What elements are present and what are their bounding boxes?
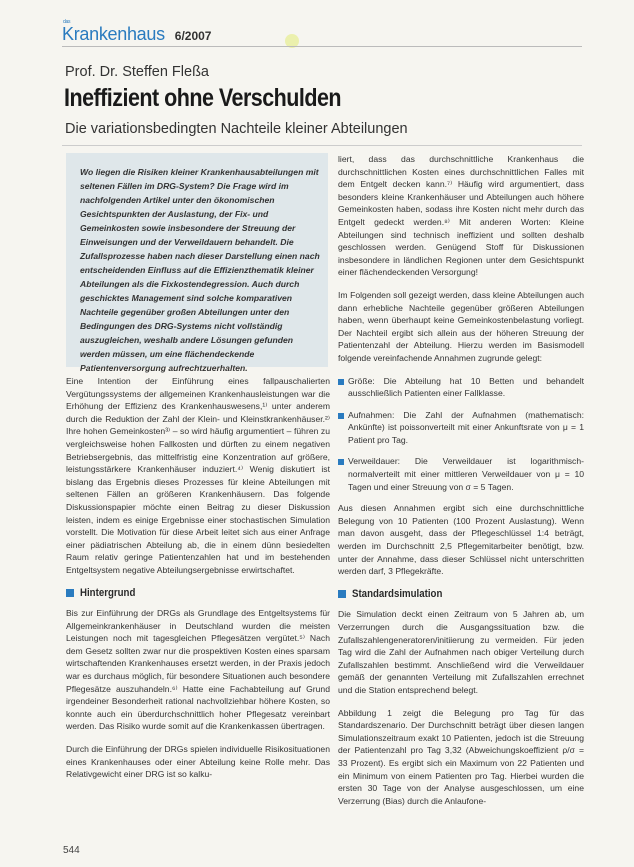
bullet-text: Aufnahmen: Die Zahl der Aufnahmen (mathematisch: Ankünfte) ist poissonverteilt mit einer Ankunftsrate von μ = 1 Patient pro Tag. — [348, 409, 584, 445]
journal-logo — [62, 19, 165, 45]
header-divider — [62, 145, 582, 146]
paragraph: Abbildung 1 zeigt die Belegung pro Tag für das Standardszenario. Der Durchschnitt beträgt über diesen langen Simulationszeitraum exakt 10 Patienten, jedoch ist die Streuung der Patientenzahl pro Tag 3,32 (Abweichungskoeffizient ρ/σ = 33 Prozent). Es ergibt sich ein Maximum von 22 Patienten und ein Minimum von einem Patienten pro Tag. Hierbei wurden die ersten 30 Tage von der Analyse ausgeschlossen, um eine Verzerrung (Bias) durch die Anlaufone- — [338, 707, 584, 806]
author: Prof. Dr. Steffen Fleßa — [65, 64, 209, 80]
paragraph: Im Folgenden soll gezeigt werden, dass kleine Abteilungen auch dann erhebliche Nachteile gegenüber größeren Abteilungen haben, wenn überhaupt keine Gemeinkostenbelastung vorliegt. Der Nachteil ergibt sich allein aus der höheren Streuung der Patientenzahl der Abteilung. Hierzu werden im Basismodell folgende vereinfachende Annahmen zugrunde gelegt: — [338, 289, 584, 363]
section-title: Hintergrund — [80, 586, 136, 599]
bullet-icon — [338, 379, 344, 385]
bullet-item — [338, 409, 584, 447]
paragraph: Eine Intention der Einführung eines fallpauschalierten Vergütungssystems der allgemeinen Krankenhausleistungen war die Erhöhung der Effizienz des Krankenhauswesens,¹⁾ unter anderem durch die Reduktion der Zahl der Klein- und Kleinstkrankenhäuser.²⁾ Ihre hohen Gemeinkosten³⁾ – so wird häufig argumentiert – führen zu vergleichsweise hohen Fallkosten und dürften zu einem negativen Betriebsergebnis, das mittelfristig eine Konzentration auf größere, leistungsstärkere Krankenhäuser induziert.⁴⁾ Wenig diskutiert ist bislang das Ergebnis dieses Prozesses für kleine Abteilungen mit seltenen Fällen an größeren Krankenhäusern. Das folgende Diskussionspapier möchte einen Beitrag zu dieser Diskussion leisten, indem es einige Ergebnisse einer stochastischen Simulation vorstellt. Die Motivation für diese Arbeit leitet sich aus einer Anfrage einer pädiatrischen Abteilung ab, die in einem dünn besiedelten Raum relativ geringe Patientenzahlen hat und im bestehenden Entgeltsystem negative Abteilungsergebnisse erwirtschaftet. — [66, 376, 330, 575]
logo-text: Krankenhaus — [62, 24, 165, 44]
paragraph: Bis zur Einführung der DRGs als Grundlage des Entgeltsystems für Allgemeinkrankenhäuser in Deutschland wurden die meisten Leistungen noch mit tagesgleichen Pflegesätzen vergütet.⁵⁾ Nach dem Gesetz sollten zwar nur die prospektiven Kosten eines sparsam wirtschaftenden Krankenhauses ersetzt werden, in der Praxis jedoch war es durchaus möglich, für besondere Situationen auch besondere Pflegesätze auszuhandeln.⁶⁾ Hatte eine Fachabteilung auf Grund irgendeiner Besonderheit rational nachvollziehbar höhere Kosten, so konnte auch ein überdurchschnittlich hoher Pflegesatz vereinbart werden. Das Risiko wurde somit auf die Krankenkassen übertragen. — [66, 608, 330, 732]
section-heading — [66, 587, 330, 600]
page-number: 544 — [63, 845, 80, 856]
abstract-box: Wo liegen die Risiken kleiner Krankenhausabteilungen mit seltenen Fällen im DRG-System? Die Frage wird im nachfolgenden Artikel unter den ökonomischen Gesichtspunkten der Auslastung, der Fix- und Gemeinkosten sowie insbesondere der Streuung der Einweisungen und der Verweildauern behandelt. Die Zufallsprozesse haben nach dieser Darstellung einen nach entscheidenden Einfluss auf die Effizienzthematik kleiner Abteilungen als die Fixkostendegression. Auch durch geschicktes Management sind solche komparativen Nachteile gegenüber großen Abteilungen unter den Bedingungen des DRG-Systems nicht vollständig auszugleichen, weshalb andere Lösungen gefunden werden müssen, um eine flächendeckende Patientenversorgung aufrechtzuerhalten. — [66, 153, 328, 367]
bullet-icon — [338, 413, 344, 419]
column-right — [338, 153, 584, 817]
bullet-icon — [338, 459, 344, 465]
section-marker-icon — [338, 590, 346, 598]
paragraph: Durch die Einführung der DRGs spielen individuelle Risikosituationen eines Krankenhauses oder einer Abteilung keine Rolle mehr. Das Relativgewicht einer DRG ist so kalku- — [66, 744, 330, 780]
paragraph: Aus diesen Annahmen ergibt sich eine durchschnittliche Belegung von 10 Patienten (100 Prozent Auslastung). Wenn man davon ausgeht, dass der Pflegeschlüssel 1:4 beträgt, werden im Durchschnitt 2,5 Pflegemitarbeiter benötigt, bzw. unter der Annahme, dass dieser Schlüssel nicht unterschritten werden darf, 3 Pflegekräfte. — [338, 503, 584, 577]
masthead-divider — [62, 46, 582, 47]
section-heading — [338, 588, 584, 601]
bullet-text: Verweildauer: Die Verweildauer ist logarithmisch-normalverteilt mit einer mittleren Verweildauer von μ = 10 Tagen und einer Streuung von σ = 5 Tagen. — [348, 456, 584, 492]
bullet-text: Größe: Die Abteilung hat 10 Betten und behandelt ausschließlich Patienten einer Fallklasse. — [348, 375, 584, 399]
issue-number: 6/2007 — [174, 29, 212, 43]
column-left — [66, 375, 330, 791]
article-subtitle: Die variationsbedingten Nachteile kleiner Abteilungen — [65, 121, 408, 137]
bullet-item — [338, 375, 584, 400]
section-title: Standardsimulation — [352, 587, 443, 600]
article-title: Ineffizient ohne Verschulden — [64, 84, 342, 112]
paragraph: liert, dass das durchschnittliche Krankenhaus die durchschnittlichen Kosten eines durchschnittlichen Falles mit dem Entgelt decken kann.⁷⁾ Häufig wird argumentiert, dass besonders kleine Krankenhäuser und Abteilungen auch höhere Gemeinkosten haben, sodass ihre Kosten nicht mehr durch das Entgelt gedeckt werden.⁸⁾ Mit anderen Worten: Kleine Abteilungen sind technisch ineffizient und sollten deshalb geschlossen werden. Genügend Stoff für Diskussionen insbesondere in ländlichen Regionen unter dem Gesichtspunkt einer flächendeckenden Versorgung! — [338, 154, 584, 278]
logo-prefix: das — [63, 19, 71, 25]
section-marker-icon — [66, 589, 74, 597]
masthead — [62, 19, 212, 45]
bullet-item — [338, 455, 584, 493]
paragraph: Die Simulation deckt einen Zeitraum von 5 Jahren ab, um Verzerrungen durch die Ausgangssituation bzw. die Zufallszahlengeneratoren/initiierung zu vermeiden. Für jeden Tag wird die Zahl der Aufnahmen nach obiger Verteilung durch Zufallszahlen bestimmt. Anschließend wird die Verweildauer gemäß der genannten Verteilung mit Zufallszahlen errechnet und die Station entsprechend belegt. — [338, 609, 584, 695]
